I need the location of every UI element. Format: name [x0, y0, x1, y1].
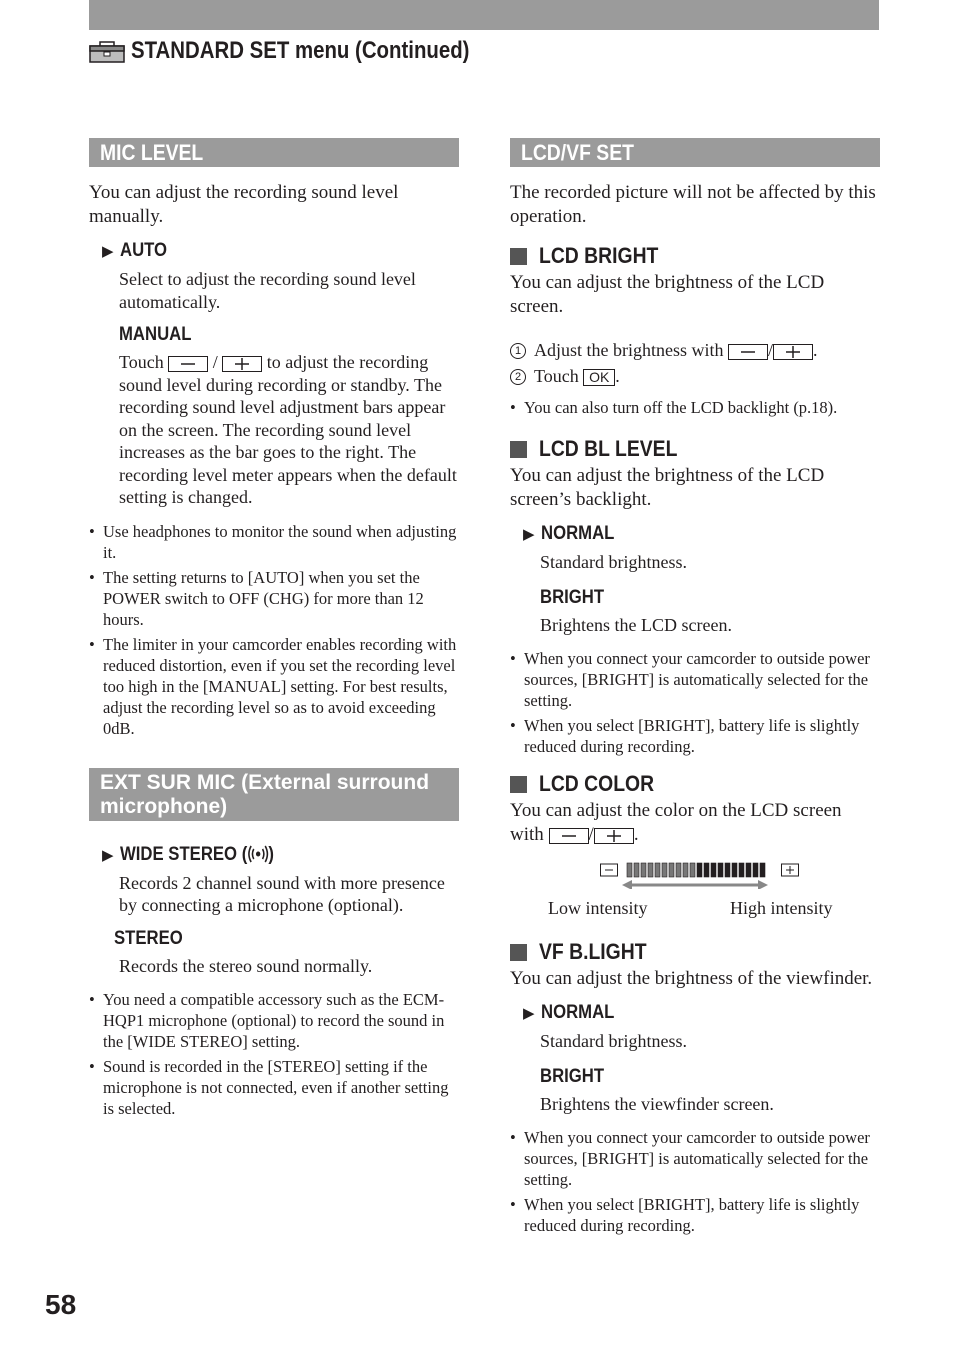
- scale-segment: [655, 863, 660, 877]
- scale-segment: [711, 863, 716, 877]
- mic-level-intro: You can adjust the recording sound level manually.: [89, 182, 399, 227]
- scale-segment: [753, 863, 758, 877]
- option-wide-stereo: ▶ WIDE STEREO ( ): [102, 843, 459, 868]
- minus-button-icon: [728, 344, 768, 360]
- note: • When you select [BRIGHT], battery life is slightly reduced during recording.: [510, 715, 880, 757]
- note: • You can also turn off the LCD backlight (p.18).: [510, 397, 880, 418]
- scale-segment: [676, 863, 681, 877]
- bright-desc: Brightens the LCD screen.: [540, 614, 732, 635]
- plus-button-icon: [222, 356, 262, 372]
- scale-segment: [669, 863, 674, 877]
- note: • You need a compatible accessory such as the ECM-HQP1 microphone (optional) to record the sound in the [WIDE STEREO] setting.: [89, 989, 459, 1052]
- right-column: [510, 138, 880, 1236]
- default-marker-icon: ▶: [523, 1005, 535, 1022]
- left-column: [89, 138, 459, 1119]
- ext-sur-mic-heading: EXT SUR MIC (External surround microphone): [89, 768, 459, 821]
- ok-button-icon: OK: [583, 369, 615, 386]
- note: • The setting returns to [AUTO] when you set the POWER switch to OFF (CHG) for more than 12 hours.: [89, 567, 459, 630]
- square-bullet-icon: [510, 944, 527, 961]
- scale-segment: [683, 863, 688, 877]
- option-normal: ▶ NORMAL: [523, 522, 880, 547]
- scale-segment: [634, 863, 639, 877]
- scale-segment: [648, 863, 653, 877]
- square-bullet-icon: [510, 441, 527, 458]
- plus-button-icon: [773, 344, 813, 360]
- scale-segment: [760, 863, 765, 877]
- wide-stereo-desc: Records 2 channel sound with more presence by connecting a microphone (optional).: [119, 872, 445, 915]
- step-number-icon: 2: [510, 369, 526, 385]
- stereo-desc: Records the stereo sound normally.: [119, 955, 373, 976]
- note: • When you connect your camcorder to outside power sources, [BRIGHT] is automatically selected for the setting.: [510, 1127, 880, 1190]
- step-2: 2 Touch OK .: [510, 363, 880, 389]
- default-marker-icon: ▶: [102, 846, 114, 864]
- lcd-color-heading: LCD COLOR: [510, 771, 880, 797]
- note: • Use headphones to monitor the sound when adjusting it.: [89, 521, 459, 563]
- scale-segment: [718, 863, 723, 877]
- scale-segment: [725, 863, 730, 877]
- option-stereo: STEREO: [114, 927, 183, 949]
- scale-segment: [627, 863, 632, 877]
- lcd-bl-level-heading: LCD BL LEVEL: [510, 436, 880, 462]
- scale-segment: [662, 863, 667, 877]
- lcd-bright-desc: You can adjust the brightness of the LCD screen.: [510, 272, 825, 317]
- scale-segment: [697, 863, 702, 877]
- high-intensity-label: High intensity: [730, 898, 833, 918]
- option-bright: BRIGHT: [540, 1065, 605, 1087]
- bright-desc: Brightens the viewfinder screen.: [540, 1093, 774, 1114]
- lcd-color-desc: You can adjust the color on the LCD screen with / .: [510, 800, 842, 845]
- lcd-vf-set-heading: LCD/VF SET: [510, 138, 880, 167]
- toolbox-icon: [89, 39, 125, 63]
- low-intensity-label: Low intensity: [548, 898, 648, 918]
- note: • When you connect your camcorder to outside power sources, [BRIGHT] is automatically selected for the setting.: [510, 648, 880, 711]
- color-scale-figure: [510, 861, 880, 931]
- lcd-bright-heading: LCD BRIGHT: [510, 243, 880, 269]
- default-marker-icon: ▶: [523, 526, 535, 543]
- option-manual: MANUAL: [119, 324, 192, 345]
- minus-button-icon: [168, 356, 208, 372]
- normal-desc: Standard brightness.: [540, 552, 687, 572]
- scale-segment: [739, 863, 744, 877]
- minus-button-icon: [549, 828, 589, 844]
- option-bright: BRIGHT: [540, 586, 605, 608]
- lcd-bl-level-desc: You can adjust the brightness of the LCD screen’s backlight.: [510, 465, 825, 510]
- note: • When you select [BRIGHT], battery life is slightly reduced during recording.: [510, 1194, 880, 1236]
- manual-desc: Touch / to adjust the recording sound level during recording or standby. The recording sound level adjustment bars appear on the screen. The recording sound level increases as the bar goes to the right. The recording level meter appears when the default setting is changed.: [119, 352, 457, 507]
- scale-segment: [641, 863, 646, 877]
- default-marker-icon: ▶: [102, 243, 114, 260]
- page-title: STANDARD SET menu (Continued): [131, 37, 470, 64]
- top-bar: [89, 0, 879, 30]
- normal-desc: Standard brightness.: [540, 1031, 687, 1051]
- surround-sound-icon: [247, 845, 268, 863]
- vf-blight-desc: You can adjust the brightness of the viewfinder.: [510, 968, 873, 989]
- option-normal: ▶ NORMAL: [523, 1001, 880, 1026]
- note: • The limiter in your camcorder enables recording with reduced distortion, even if you set the recording level too high in the [MANUAL] setting. For best results, adjust the recording level so as to avoid exceeding 0dB.: [89, 634, 459, 739]
- scale-segment: [732, 863, 737, 877]
- step-number-icon: 1: [510, 343, 526, 359]
- vf-blight-heading: VF B.LIGHT: [510, 939, 880, 965]
- square-bullet-icon: [510, 248, 527, 265]
- step-1: 1 Adjust the brightness with / .: [510, 337, 880, 363]
- note: • Sound is recorded in the [STEREO] setting if the microphone is not connected, even if another setting is selected.: [89, 1056, 459, 1119]
- scale-segment: [704, 863, 709, 877]
- lcd-vf-intro: The recorded picture will not be affected by this operation.: [510, 182, 876, 227]
- page-number: 58: [45, 1289, 77, 1320]
- option-auto: ▶ AUTO: [102, 239, 459, 264]
- page-header: [89, 37, 529, 65]
- auto-desc: Select to adjust the recording sound level automatically.: [119, 269, 416, 312]
- color-scale-bar-icon: [600, 861, 800, 889]
- square-bullet-icon: [510, 776, 527, 793]
- scale-segment: [690, 863, 695, 877]
- plus-button-icon: [594, 828, 634, 844]
- mic-level-heading: MIC LEVEL: [89, 138, 459, 167]
- scale-segment: [746, 863, 751, 877]
